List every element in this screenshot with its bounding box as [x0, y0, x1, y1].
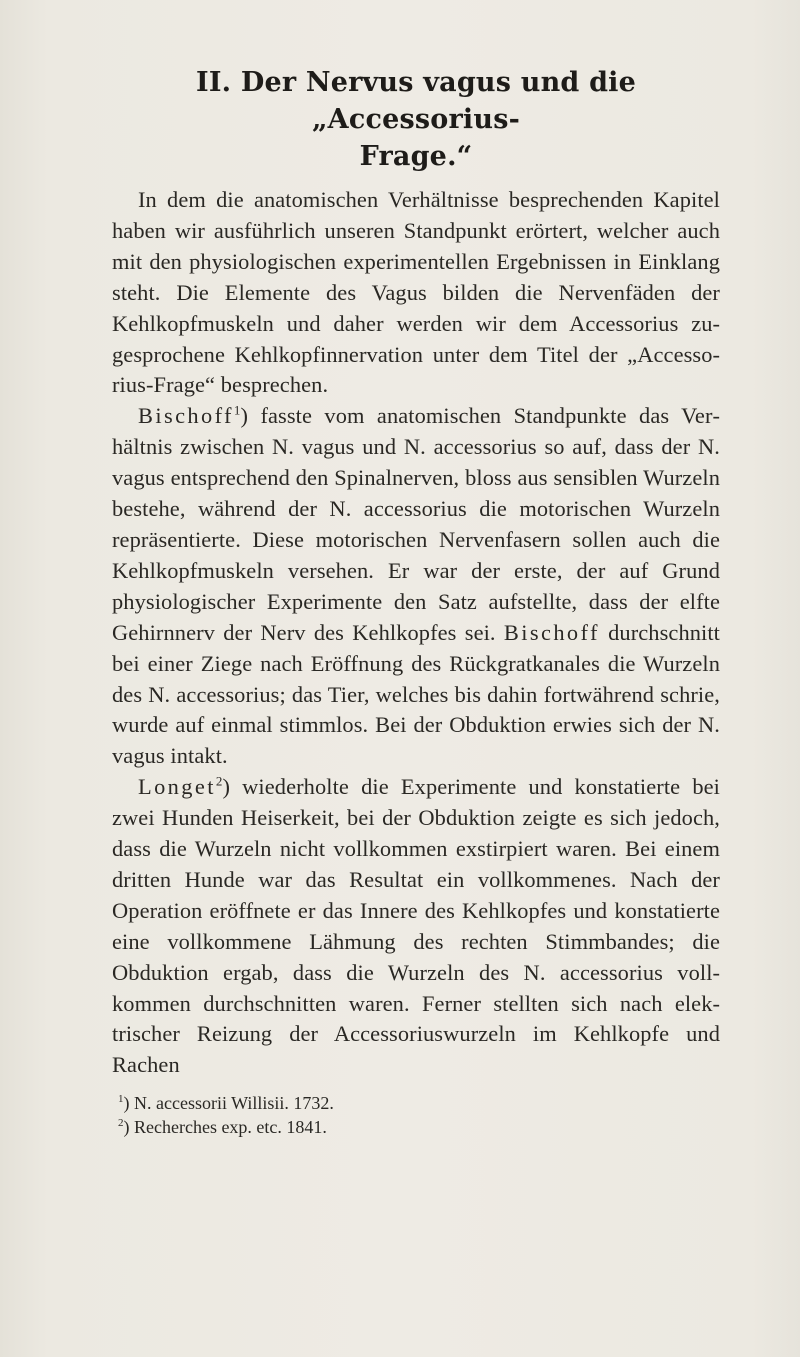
footnote-ref-1[interactable]: 1 [233, 402, 241, 418]
body-text [112, 185, 720, 1081]
author-name-longet: Longet [138, 774, 216, 800]
paragraph-3-text: ) wiederholte die Experimente und konstatierte bei zwei Hunden Heiserkeit, bei der Obduktion zeigte es sich jedoch, dass die Wurzeln nicht vollkommen exstirpiert waren. Bei einem dritten Hunde war das Resultat ein vollkommenes. Nach der Operation eröffnete er das Innere des Kehlkopfes und konstatierte eine vollkommene Lähmung des rechten Stimmbandes; die Obduktion ergab, dass die Wurzeln des N. accessorius vollkommen durchschnitten waren. Ferner stellten sich nach elektrischer Reizung der Accessoriuswurzeln im Kehlkopfe und Rachen [112, 774, 720, 1078]
footnote-1 [112, 1091, 720, 1115]
section-heading-line-1: II. Der Nervus vagus und die „Accessorius- [195, 67, 637, 135]
author-name-bischoff-2: Bischoff [503, 619, 600, 645]
footnote-text-2: ) Recherches exp. etc. 1841. [123, 1117, 327, 1138]
paragraph-3 [112, 772, 720, 1081]
footnote-marker-2: 2 [118, 1117, 124, 1130]
paragraph-2 [112, 401, 720, 772]
footnote-marker-1: 1 [118, 1093, 124, 1106]
section-heading [112, 64, 720, 175]
paragraph-1: In dem die anatomischen Verhältnisse besprechenden Kapitel haben wir ausführlich unseren Standpunkt erörtert, welcher auch mit den physiologischen experimentellen Ergebnissen in Einklang steht. Die Elemente des Vagus bilden die Nervenfäden der Kehlkopfmuskeln und daher werden wir dem Accessorius zugesprochene Kehlkopfinnervation unter dem Titel der „Accessorius-Frage“ besprechen. [112, 187, 720, 398]
paragraph-2-part-1: ) fasste vom anatomischen Standpunkte das Verhältnis zwischen N. vagus und N. accessorius so auf, dass der N. vagus entsprechend den Spinalnerven, bloss aus sensiblen Wurzeln bestehe, während der N. accessorius die motorischen Wurzeln repräsentierte. Diese motorischen Nervenfasern sollen auch die Kehlkopfmuskeln versehen. Er war der erste, der auf Grund physiologischer Experimente den Satz aufstellte, dass der elfte Gehirnnerv der Nerv des Kehlkopfes sei. [112, 403, 720, 645]
footnotes [112, 1091, 720, 1139]
author-name-bischoff: Bischoff [138, 403, 234, 429]
page-content [112, 64, 720, 1139]
paragraph-2-part-2: durchschnitt bei einer Ziege nach Eröffnung des Rückgratkanales die Wurzeln des N. accessorius; das Tier, welches bis dahin fortwährend schrie, wurde auf einmal stimmlos. Bei der Obduktion erwies sich der N. vagus intakt. [112, 619, 720, 769]
footnote-ref-2[interactable]: 2 [215, 773, 223, 789]
section-heading-line-2: Frage.“ [359, 141, 473, 172]
footnote-text-1: ) N. accessorii Willisii. 1732. [123, 1093, 334, 1114]
footnote-2 [112, 1115, 720, 1139]
